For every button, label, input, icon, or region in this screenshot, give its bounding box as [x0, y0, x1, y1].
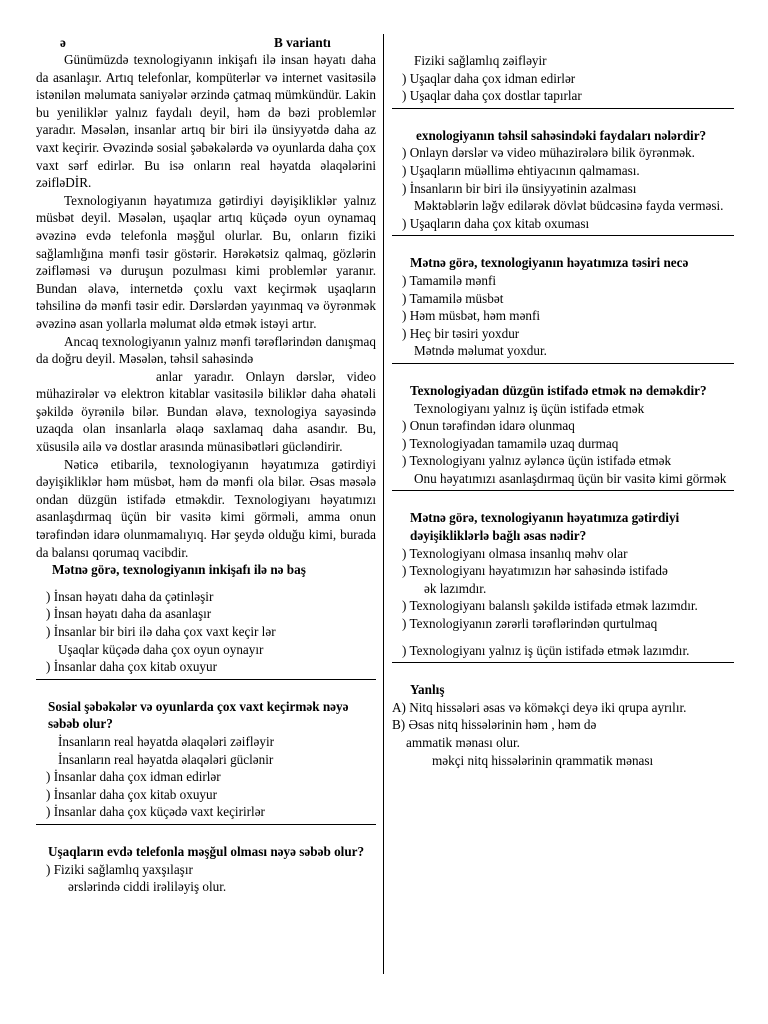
paragraph-3b: anlar yaradır. Onlayn dərslər, video mühazirələr və elektron kitablar vasitəsilə biliklər daha əhatəli şəkildə öyrənilə bilər. Bundan əlavə, texnologiya sayəsində uzaqda olan insanlarla əlaqə saxlamaq daha asandır. Bu, xüsusilə ailə və dostlar arasında münasibətləri gücləndirir. — [36, 368, 376, 455]
q3-option[interactable]: ərslərində ciddi irəliləyiş olur. — [68, 879, 227, 895]
q2-option[interactable]: ) İnsanlar daha çox idman edirlər — [46, 769, 221, 785]
question-6: Texnologiyadan düzgün istifadə etmək nə deməkdir? — [410, 382, 707, 398]
q5-option[interactable]: ) Heç bir təsiri yoxdur — [402, 325, 520, 341]
q4-option[interactable]: ) İnsanların bir biri ilə ünsiyyətinin azalması — [402, 180, 637, 196]
q2-option[interactable]: ) İnsanlar daha çox küçədə vaxt keçirirlər — [46, 804, 265, 820]
paragraph-2: Texnologiyanın həyatımıza gətirdiyi dəyişikliklər yalnız müsbət deyil. Məsələn, uşaqlar artıq küçədə oyun oynamaq əvəzinə evdə telefonla məşğul olurlar. Bu, onların fiziki sağlamlığına mənfi təsir göstərir. Hərəkətsiz qalmaq, gözlərin zəifləməsi və duruşun pozulması kimi problemlər yaranır. Bundan əlavə, internetdə çoxlu vaxt keçirmək uşaqların təhsilinə də mənfi təsir edir. Dərslərdən yayınmaq və öyrənmək əvəzinə asan yollarla məlumat əldə etmək istəyi artır. — [36, 192, 376, 331]
q4-option[interactable]: ) Uşaqların müəllimə ehtiyacının qalmaması. — [402, 162, 640, 178]
q2-option[interactable]: İnsanların real həyatda əlaqələri güclənir — [58, 751, 274, 767]
question-3: Uşaqların evdə telefonla məşğul olması nəyə səbəb olur? — [48, 843, 365, 859]
q5-option[interactable]: ) Tamamilə mənfi — [402, 272, 497, 288]
q5-option[interactable]: Mətndə məlumat yoxdur. — [414, 343, 547, 359]
q8-line: A) Nitq hissələri əsas və köməkçi deyə iki qrupa ayrılır. — [392, 699, 687, 715]
q3-option[interactable]: Fiziki sağlamlıq zəifləyir — [414, 53, 547, 68]
q2-option[interactable]: ) İnsanlar daha çox kitab oxuyur — [46, 786, 218, 802]
question-1: Mətnə görə, texnologiyanın inkişafı ilə nə baş — [52, 562, 306, 578]
q1-option[interactable]: ) İnsan həyatı daha da asanlaşır — [46, 606, 212, 622]
q7-option[interactable]: ) Texnologiyanı yalnız iş üçün istifadə etmək lazımdır. — [402, 642, 690, 658]
q5-option[interactable]: ) Həm müsbət, həm mənfi — [402, 308, 541, 324]
q8-line: ammatik mənası olur. — [406, 735, 520, 750]
q1-option[interactable]: ) İnsanlar bir biri ilə daha çox vaxt keçir lər — [46, 624, 276, 639]
q4-option[interactable]: ) Onlayn dərslər və video mühazirələrə bilik öyrənmək. — [402, 145, 695, 161]
question-4: exnologiyanın təhsil sahəsindəki faydaları nələrdir? — [416, 127, 707, 143]
column-divider — [383, 34, 384, 974]
left-column — [36, 34, 376, 896]
q2-option[interactable]: İnsanların real həyatda əlaqələri zəifləyir — [58, 733, 275, 749]
q1-option[interactable]: Uşaqlar küçədə daha çox oyun oynayır — [58, 641, 264, 657]
q6-option[interactable]: ) Texnologiyadan tamamilə uzaq durmaq — [402, 435, 619, 451]
variant-title: B variantı — [274, 35, 331, 50]
q6-option[interactable]: Onu həyatımızı asanlaşdırmaq üçün bir vasitə kimi görmək — [414, 470, 727, 486]
q7-option[interactable]: ək lazımdır. — [424, 580, 487, 596]
q4-option[interactable]: Məktəblərin ləğv edilərək dövlət büdcəsinə fayda verməsi. — [414, 198, 724, 214]
q3-option[interactable]: ) Fiziki sağlamlıq yaxşılaşır — [46, 861, 193, 877]
q5-option[interactable]: ) Tamamilə müsbət — [402, 290, 504, 306]
q7-option[interactable]: ) Texnologiyanı həyatımızın hər sahəsində istifadə — [402, 563, 668, 579]
question-2: Sosial şəbəkələr və oyunlarda çox vaxt keçirmək nəyə səbəb olur? — [48, 698, 349, 732]
q8-line: B) Əsas nitq hissələrinin həm , həm də — [392, 717, 597, 733]
q8-line: məkçi nitq hissələrinin qrammatik mənası — [432, 752, 654, 768]
question-7: Mətnə görə, texnologiyanın həyatımıza gətirdiyi dəyişikliklərlə bağlı əsas nədir? — [410, 510, 680, 544]
question-5: Mətnə görə, texnologiyanın həyatımıza təsiri necə — [410, 255, 689, 271]
q3-option[interactable]: ) Uşaqlar daha çox dostlar tapırlar — [402, 88, 582, 104]
right-column — [392, 52, 734, 769]
q7-option[interactable]: ) Texnologiyanın zərərli tərəflərindən qurtulmaq — [402, 616, 658, 632]
q1-option[interactable]: ) İnsanlar daha çox kitab oxuyur — [46, 659, 218, 675]
q6-option[interactable]: ) Texnologiyanı yalnız əyləncə üçün istifadə etmək — [402, 453, 672, 469]
header-schwa: ə — [60, 35, 66, 50]
q3-option[interactable]: ) Uşaqlar daha çox idman edirlər — [402, 70, 576, 86]
q6-option[interactable]: ) Onun tərəfindən idarə olunmaq — [402, 418, 575, 434]
q4-option[interactable]: ) Uşaqların daha çox kitab oxuması — [402, 215, 590, 231]
paragraph-3a: Ancaq texnologiyanın yalnız mənfi tərəflərindən danışmaq da doğru deyil. Məsələn, təhsil sahəsində — [36, 333, 376, 367]
paragraph-1: Günümüzdə texnologiyanın inkişafı ilə insan həyatı daha da asanlaşır. Artıq telefonlar, kompüterlər və internet vasitəsilə istənilən məlumata saniyələr ərzində çatmaq mümkündür. Lakin bu yeniliklər yalnız faydalı deyil, həm də bəzi problemlər yaradır. Məsələn, insanlar artıq bir biri ilə ünsiyyətdə daha az vaxt keçirir. Əvəzində sosial şəbəkələrdə və oyunlarda daha çox vaxt sərf edirlər. Bu isə onların real həyatda əlaqələrini zəifləDİR. — [36, 52, 376, 191]
question-8-title: Yanlış — [410, 682, 445, 698]
q6-option[interactable]: Texnologiyanı yalnız iş üçün istifadə etmək — [414, 400, 645, 416]
q7-option[interactable]: ) Texnologiyanı balanslı şəkildə istifadə etmək lazımdır. — [402, 598, 698, 614]
q7-option[interactable]: ) Texnologiyanı olmasa insanlıq məhv olar — [402, 545, 628, 561]
page-header — [36, 34, 376, 51]
q1-option[interactable]: ) İnsan həyatı daha da çətinləşir — [46, 588, 214, 604]
paragraph-4: Nəticə etibarilə, texnologiyanın həyatımıza gətirdiyi dəyişikliklər həm müsbət, həm də mənfi ola bilər. Əsas məsələ ondan düzgün istifadə etməkdir. Texnologiyanı həyatımızı asanlaşdırmaq üçün bir vasitə kimi görməli, amma onun tərəfindən idarə olunmamalıyıq. Hər şeydə olduğu kimi, burada da balansı qorumaq vacibdir. — [36, 456, 376, 560]
